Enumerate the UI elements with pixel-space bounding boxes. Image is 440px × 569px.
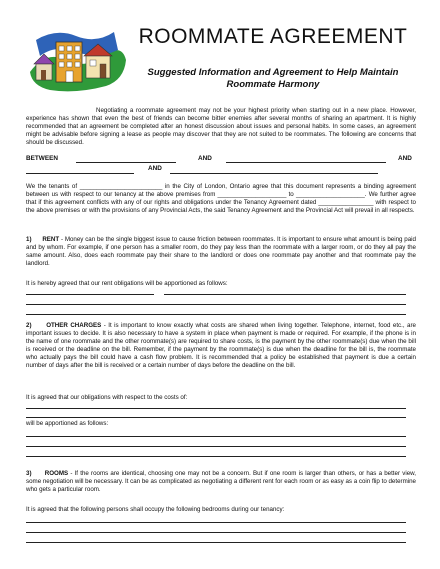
rent-text: - Money can be the single biggest issue to cause friction between roommates. It is important to ensure what amount is being paid and by whom. For example, if one person has a smaller room, do they pay less than the roommate with a larger room, or do they all pay the same amount. Also, does each roommate pay their share to the landlord or does one roommate pay another and that roommate pay the landlord. (26, 236, 416, 267)
rent-line-1b[interactable] (164, 294, 406, 295)
apportion-line-3[interactable] (26, 456, 406, 457)
between-label: BETWEEN (26, 155, 58, 162)
rent-section (26, 236, 416, 268)
rent-line-2[interactable] (26, 304, 406, 305)
tenant-name-line-2[interactable] (226, 162, 386, 163)
tenancy-paragraph: We the tenants of ________________________ in the City of London, Ontario agree that this document represents a binding agreement between us with respect to our tenancy at the above premises from ____________________ to ____________________. We further agree that if this agreement conflicts with any of our rights and obligations under the Tenancy Agreement dated ________________ with respect to the above premises or with the provisions of any Provincial Acts, the said Tenancy Agreement and the Provincial Act will prevail in all respects. (26, 183, 416, 214)
apportion-line-1[interactable] (26, 436, 406, 437)
rooms-line-1[interactable] (26, 522, 406, 523)
charges-heading: OTHER CHARGES (46, 322, 102, 329)
rent-line-1a[interactable] (26, 294, 154, 295)
rooms-text: - If the rooms are identical, choosing one may not be a concern. But if one room is larger than others, or has a better view, some negotiation will be necessary. It can be as complicated as negotiating a different rent for each room or as easy as a coin flip to determine who gets a particular room. (26, 470, 416, 493)
tenant-name-line-3[interactable] (26, 173, 134, 174)
rent-line-3[interactable] (26, 314, 406, 315)
tenant-name-line-1[interactable] (76, 162, 176, 163)
rooms-line-2[interactable] (26, 532, 406, 533)
rooms-number: 3) (26, 470, 32, 477)
charges-section (26, 322, 416, 369)
page-title: ROOMMATE AGREEMENT (138, 25, 408, 48)
apportion-line-2[interactable] (26, 446, 406, 447)
charges-line-1[interactable] (26, 408, 406, 409)
rooms-heading: ROOMS (44, 470, 69, 477)
and-label-1: AND (198, 155, 212, 162)
and-label-3: AND (148, 165, 162, 172)
apportioned-text: will be apportioned as follows: (26, 420, 109, 427)
charges-number: 2) (26, 322, 32, 329)
page-subtitle: Suggested Information and Agreement to Help Maintain Roommate Harmony (147, 67, 399, 90)
houses-logo-icon (26, 20, 128, 96)
charges-line-2[interactable] (26, 417, 406, 418)
rent-agreed-text: It is hereby agreed that our rent obligations will be apportioned as follows: (26, 280, 228, 287)
rooms-agreed-text: It is agreed that the following persons shall occupy the following bedrooms during our tenancy: (26, 506, 285, 513)
rent-number: 1) (26, 236, 32, 243)
intro-paragraph: Negotiating a roommate agreement may not be your highest priority when starting out in a new place. However, experience has shown that even the best of friends can become bitter enemies after several months of sharing an apartment. It is highly recommended that an agreement be completed after an honest discussion about issues and personal habits. In some cases, an agreement might be advisable before signing a lease as people may discover that they are not suited to be roommates. The following are concerns that should be discussed. (26, 107, 416, 146)
tenant-name-line-4[interactable] (170, 173, 378, 174)
and-label-2: AND (398, 155, 412, 162)
charges-agreed-text: It is agreed that our obligations with respect to the costs of: (26, 394, 188, 401)
rooms-section (26, 470, 416, 494)
rooms-line-3[interactable] (26, 542, 406, 543)
rent-heading: RENT (42, 236, 60, 243)
charges-text: - It is important to know exactly what costs are shared when living together. Telephone, internet, food etc., are important issues to decide. It is also necessary to have a system in place when payment is made or required. For example, if the phone is in the name of one roommate and the other roommate(s) are required to share costs, is the payment by the other roommate(s) due when the bill is received or the deadline on the bill. Remember, if the payment by the roommate(s) is due when the deadline for the bill is, the roommate who actually pays the bill could have a cash flow problem. It is recommended that a policy be established that payment is due a certain number of days after the bill is received or a certain number of days before the deadline on the bill. (26, 322, 416, 369)
